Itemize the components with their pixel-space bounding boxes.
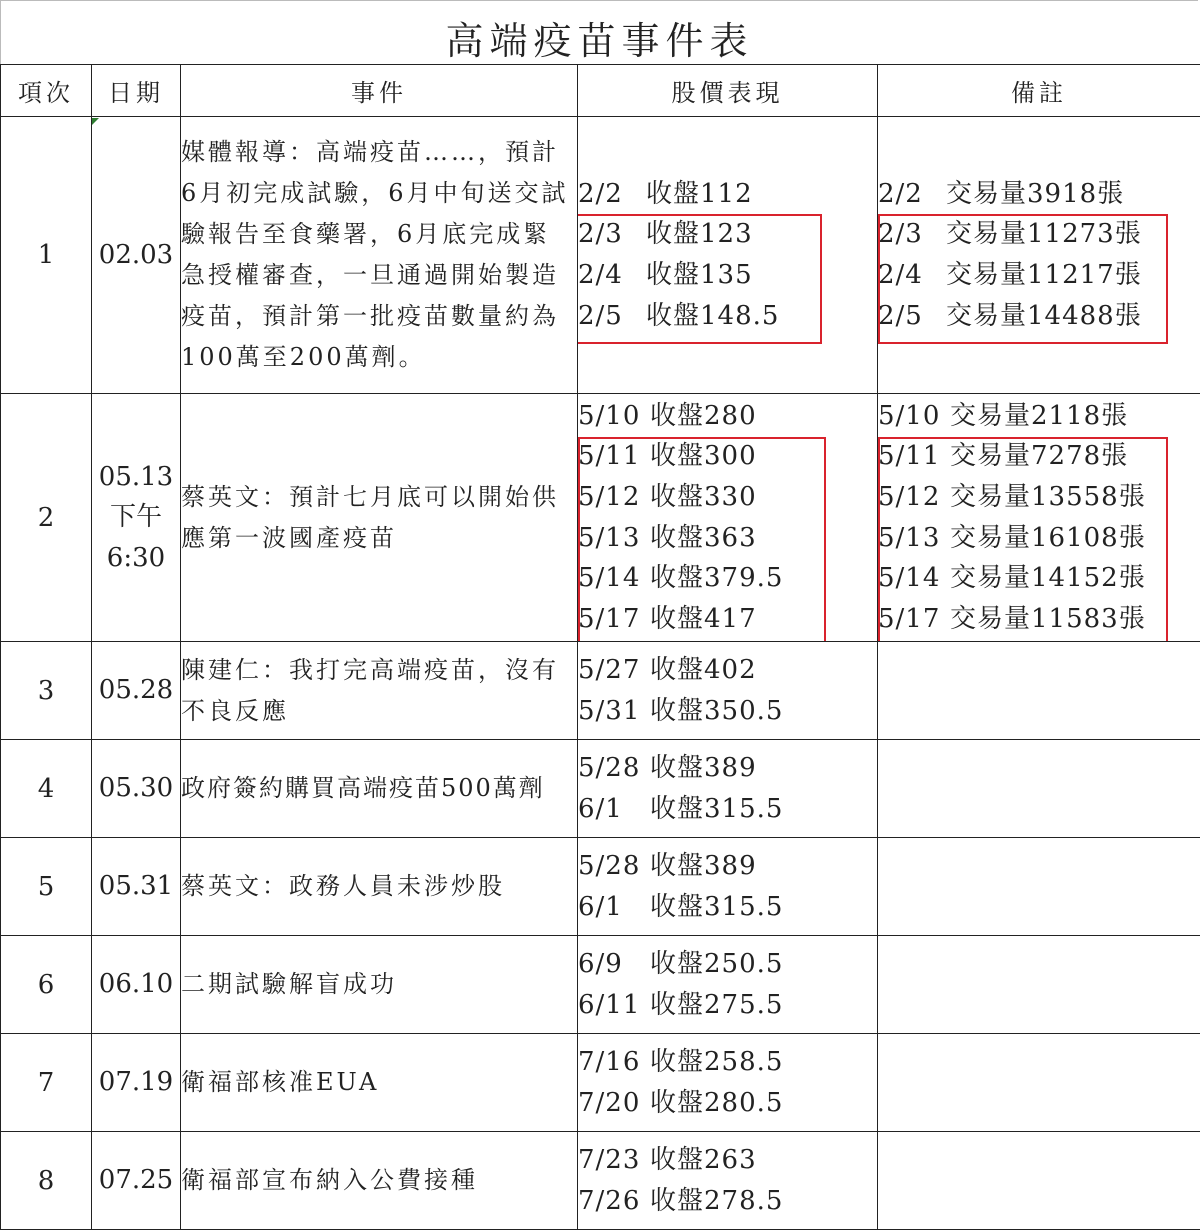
price-line: 5/28 收盤389 [578, 850, 757, 881]
table-row [1, 936, 1200, 1034]
table-row [1, 1034, 1200, 1132]
row-note-cell [878, 838, 1200, 936]
row-index: 5 [1, 838, 92, 936]
price-line: 5/11 收盤300 [578, 441, 757, 472]
row-index: 7 [1, 1034, 92, 1132]
row-note-cell [878, 740, 1200, 838]
note-line: 5/11 交易量7278張 [878, 441, 1129, 472]
note-line: 2/3 交易量11273張 [878, 219, 1142, 250]
row-price-cell [578, 740, 878, 838]
price-line: 6/1 收盤315.5 [578, 891, 784, 922]
row-price-cell [578, 1034, 878, 1132]
header-note: 備註 [878, 65, 1200, 117]
price-line: 7/23 收盤263 [578, 1144, 757, 1175]
cell-comment-marker-icon [92, 118, 99, 125]
header-index: 項次 [1, 65, 92, 117]
row-date: 06.10 [92, 936, 181, 1034]
row-date: 07.25 [92, 1132, 181, 1230]
header-price: 股價表現 [578, 65, 878, 117]
price-line: 7/26 收盤278.5 [578, 1185, 784, 1216]
header-event: 事件 [181, 65, 578, 117]
price-line: 2/2 收盤112 [578, 178, 753, 209]
price-line: 5/10 收盤280 [578, 400, 757, 431]
header-date: 日期 [92, 65, 181, 117]
row-event: 蔡英文：政務人員未涉炒股 [181, 838, 578, 936]
price-line: 5/14 收盤379.5 [578, 563, 784, 594]
table-row [1, 740, 1200, 838]
row-price-cell [578, 117, 878, 394]
row-price-cell [578, 936, 878, 1034]
row-date: 05.28 [92, 642, 181, 740]
row-date: 05.30 [92, 740, 181, 838]
row-price-cell [578, 1132, 878, 1230]
price-line: 2/5 收盤148.5 [578, 300, 780, 331]
price-line: 2/4 收盤135 [578, 260, 753, 290]
note-line: 5/14 交易量14152張 [878, 563, 1146, 594]
row-note-cell [878, 936, 1200, 1034]
row-event: 政府簽約購買高端疫苗500萬劑 [181, 740, 578, 838]
row-price-cell [578, 394, 878, 642]
price-line: 7/20 收盤280.5 [578, 1087, 784, 1118]
header-row [1, 65, 1200, 117]
price-line: 5/31 收盤350.5 [578, 695, 784, 726]
note-line: 2/4 交易量11217張 [878, 260, 1142, 290]
price-line: 7/16 收盤258.5 [578, 1046, 784, 1077]
price-line: 5/12 收盤330 [578, 481, 757, 512]
row-index: 6 [1, 936, 92, 1034]
price-line: 5/13 收盤363 [578, 522, 757, 553]
table-row [1, 394, 1200, 642]
row-note-cell [878, 642, 1200, 740]
row-event: 衛福部宣布納入公費接種 [181, 1132, 578, 1230]
row-date: 02.03 [92, 117, 181, 394]
row-date: 05.31 [92, 838, 181, 936]
table-row [1, 117, 1200, 394]
row-event: 蔡英文：預計七月底可以開始供應第一波國產疫苗 [181, 394, 578, 642]
price-line: 5/27 收盤402 [578, 654, 757, 685]
row-index: 3 [1, 642, 92, 740]
table-title: 高端疫苗事件表 [0, 0, 1198, 64]
table-row [1, 838, 1200, 936]
note-line: 5/17 交易量11583張 [878, 603, 1146, 634]
note-line: 5/10 交易量2118張 [878, 400, 1129, 431]
row-event: 媒體報導：高端疫苗……，預計6月初完成試驗，6月中旬送交試驗報告至食藥署，6月底完成緊急授權審查，一旦通過開始製造疫苗，預計第一批疫苗數量約為100萬至200萬劑。 [181, 117, 578, 394]
table-row [1, 642, 1200, 740]
row-note-cell [878, 1132, 1200, 1230]
row-price-cell [578, 642, 878, 740]
price-line: 2/3 收盤123 [578, 219, 753, 250]
note-line: 5/13 交易量16108張 [878, 522, 1146, 553]
row-note-cell [878, 117, 1200, 394]
row-note-cell [878, 394, 1200, 642]
price-line: 6/11 收盤275.5 [578, 989, 784, 1020]
note-line: 2/5 交易量14488張 [878, 300, 1142, 331]
row-index: 4 [1, 740, 92, 838]
row-date: 05.13 下午 6:30 [92, 394, 181, 642]
row-index: 2 [1, 394, 92, 642]
row-event: 衛福部核准EUA [181, 1034, 578, 1132]
table-row [1, 1132, 1200, 1230]
price-line: 5/28 收盤389 [578, 752, 757, 783]
price-line: 5/17 收盤417 [578, 603, 757, 634]
row-note-cell [878, 1034, 1200, 1132]
row-price-cell [578, 838, 878, 936]
price-line: 6/9 收盤250.5 [578, 948, 784, 979]
row-event: 二期試驗解盲成功 [181, 936, 578, 1034]
price-line: 6/1 收盤315.5 [578, 793, 784, 824]
row-index: 8 [1, 1132, 92, 1230]
row-index: 1 [1, 117, 92, 394]
note-line: 2/2 交易量3918張 [878, 178, 1125, 209]
note-line: 5/12 交易量13558張 [878, 481, 1146, 512]
row-date: 07.19 [92, 1034, 181, 1132]
events-table [0, 64, 1200, 1230]
row-event: 陳建仁：我打完高端疫苗，沒有不良反應 [181, 642, 578, 740]
